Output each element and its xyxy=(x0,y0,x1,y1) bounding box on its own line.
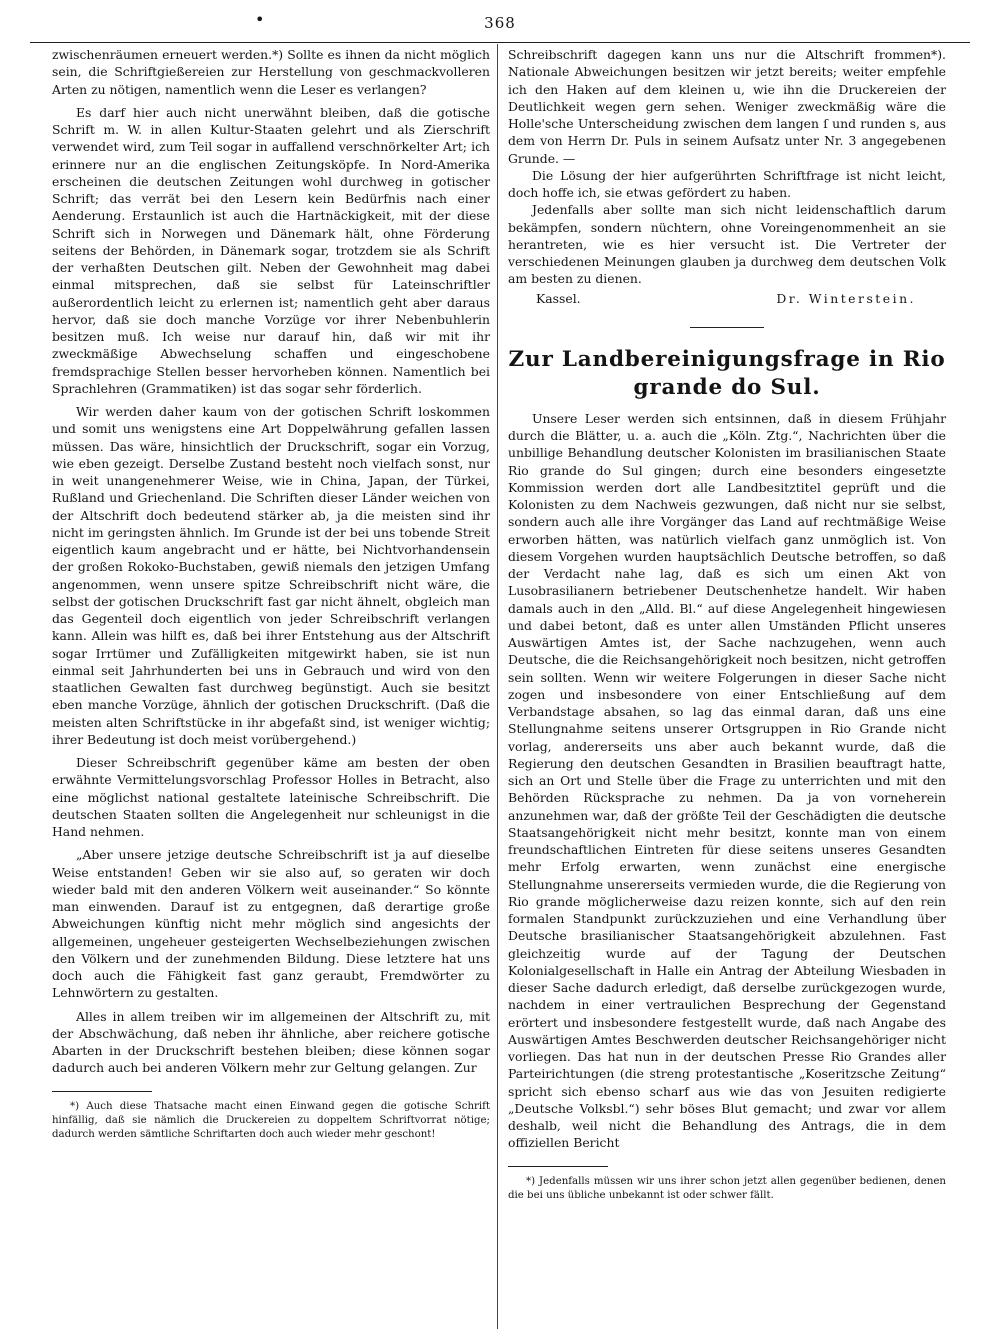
paragraph: Wir werden daher kaum von der gotischen Schrift loskommen und somit uns wenigstens eine Art Doppelwährung gefallen lassen müssen. Das wäre, hinsichtlich der Druckschrift, sogar ein Vorzug, wie eben gezeigt. Derselbe Zustand besteht noch vielfach sonst, nur in weit unangenehmerer Weise, wie in China, Japan, der Türkei, Rußland und Griechenland. Die Schriften dieser Länder weichen von der Altschrift doch bedeutend stärker ab, ja die meisten sind ihr nicht im geringsten ähnlich. Im Grunde ist der bei uns tobende Streit eigentlich kaum angebracht und er hätte, bei Nichtvorhandensein der großen Rokoko-Buchstaben, gewiß niemals den jetzigen Umfang angenommen, wenn unsere spitze Schreibschrift nicht wäre, die selbst der gotischen Druckschrift fast gar nicht ähnelt, obgleich man das Gegenteil doch eigentlich von jeder Schreibschrift verlangen kann. Allein was hilft es, daß bei ihrer Entstehung aus der Altschrift sogar Irrtümer und Zufälligkeiten mitgewirkt haben, sie ist nun einmal seit Jahrhunderten bei uns in Gebrauch und wird von den staatlichen Gewalten fast durchweg begünstigt. Auch sie besitzt eben manche Vorzüge, ähnlich der gotischen Druckschrift. (Daß die meisten alten Schriftstücke in ihr abgefaßt sind, ist weniger wichtig; ihrer Bedeutung ist doch meist vorübergehend.) xyxy=(52,404,490,747)
footnote-rule xyxy=(52,1091,152,1092)
footnote: *) Jedenfalls müssen wir uns ihrer schon jetzt allen gegenüber bedienen, denen die bei uns übliche unbekannt ist oder schwer fällt. xyxy=(508,1175,946,1201)
paragraph: zwischenräumen erneuert werden.*) Sollte es ihnen da nicht möglich sein, die Schriftgießereien zur Herstellung von geschmackvolleren Arten zu nötigen, namentlich wenn die Leser es verlangen? xyxy=(52,47,490,97)
signature-name: Dr. Winterstein. xyxy=(776,290,916,306)
paragraph: Die Lösung der hier aufgerührten Schriftfrage ist nicht leicht, doch hoffe ich, sie etwas gefördert zu haben. xyxy=(508,167,946,200)
paragraph: Es darf hier auch nicht unerwähnt bleiben, daß die gotische Schrift m. W. in allen Kultur-Staaten gelehrt und als Zierschrift verwendet wird, zum Teil sogar in auffallend verschnörkelter Art; ich erinnere nur an die englischen Zeitungsköpfe. In Nord-Amerika erscheinen die deutschen Zeitungen wohl durchweg in gotischer Schrift; das verrät bei den Lesern kein Bedürfnis nach einer Aenderung. Erstaunlich ist auch die Hartnäckigkeit, mit der diese Schrift sich in Norwegen und Dänemark hält, ohne Förderung seitens der Behörden, in Dänemark sogar, trotzdem sie als Schrift der verhaßten Deutschen gilt. Neben der Gewohnheit mag dabei einmal mitsprechen, daß sie selbst für Lateinschriftler außerordentlich leicht zu erlernen ist; namentlich geht aber daraus hervor, daß sie doch manche Vorzüge vor ihrer Nebenbuhlerin besitzen muß. Ich weise nur darauf hin, daß wir mit ihr zweckmäßige Abwechselung schaffen und eingeschobene fremdsprachige Stellen besser hervorheben können. Namentlich bei Sprachlehren (Grammatiken) ist das sogar sehr förderlich. xyxy=(52,104,490,396)
page-number: 368 xyxy=(484,14,516,32)
margin-dot: • xyxy=(255,10,265,29)
header-rule xyxy=(30,42,970,43)
article-headline: Zur Landbereinigungsfrage in Rio grande do Sul. xyxy=(508,346,946,400)
footnote: *) Auch diese Thatsache macht einen Einwand gegen die gotische Schrift hinfällig, daß sie nämlich die Druckereien zu doppeltem Schriftvorrat nötige; dadurch werden sämtliche Schriftarten doch auch wieder mehr geschont! xyxy=(52,1100,490,1141)
paragraph: Schreibschrift dagegen kann uns nur die Altschrift frommen*). Nationale Abweichungen besitzen wir jetzt bereits; weiter empfehle ich den Haken auf dem kleinen u, wie ihn die Druckereien der Deutlichkeit wegen gern sehen. Weniger zweckmäßig wäre die Holle'sche Unterscheidung zwischen dem langen ſ und runden s, aus dem von Herrn Dr. Puls in seinem Aufsatz unter Nr. 3 angegebenen Grunde. — xyxy=(508,47,946,166)
footnote-rule xyxy=(508,1166,608,1167)
paragraph: Jedenfalls aber sollte man sich nicht leidenschaftlich darum bekämpfen, sondern nüchtern, ohne Voreingenommenheit an sie herantreten, wie es hier versucht ist. Die Vertreter der verschiedenen Meinungen glauben ja durchweg dem deutschen Volk am besten zu dienen. xyxy=(508,202,946,287)
paragraph: Alles in allem treiben wir im allgemeinen der Altschrift zu, mit der Abschwächung, daß neben ihr ähnliche, aber reichere gotische Abarten in der Druckschrift bestehen bleiben; diese können sogar dadurch auch bei anderen Völkern mehr zur Geltung gelangen. Zur xyxy=(52,1008,490,1076)
paragraph: „Aber unsere jetzige deutsche Schreibschrift ist ja auf dieselbe Weise entstanden! Geben wir sie also auf, so geraten wir doch wieder bald mit den anderen Völkern weit auseinander.“ So könnte man einwenden. Darauf ist zu entgegnen, daß derartige große Abweichungen künftig nicht mehr möglich sind angesichts der allgemeinen, ungeheuer gesteigerten Wechselbeziehungen zwischen den Völkern und der zunehmenden Bildung. Diese letztere hat uns doch auch die Fähigkeit fast ganz geraubt, Fremdwörter zu Lehnwörtern zu gestalten. xyxy=(52,847,490,1001)
section-rule xyxy=(690,327,764,328)
paragraph: Unsere Leser werden sich entsinnen, daß in diesem Frühjahr durch die Blätter, u. a. auch die „Köln. Ztg.“, Nachrichten über die unbillige Behandlung deutscher Kolonisten im brasilianischen Staate Rio grande do Sul gingen; durch eine besonders eingesetzte Kommission werden dort alle Landbesitztitel geprüft und die Kolonisten zu dem Nachweis gezwungen, daß nicht nur sie selbst, sondern auch alle ihre Vorgänger das Land auf rechtmäßige Weise erworben hätten, was natürlich vielfach ganz unmöglich ist. Von diesem Vorgehen wurden hauptsächlich Deutsche betroffen, so daß der Verdacht nahe lag, daß es sich um einen Akt von Lusobrasilianern betriebener Deutschenhetze handelt. Wir haben damals auch in den „Alld. Bl.“ auf diese Angelegenheit hingewiesen und dabei betont, daß es unter allen Umständen Pflicht unseres Auswärtigen Amtes ist, der Sache nachzugehen, wenn auch Deutsche, die die Reichsangehörigkeit noch besitzen, nicht getroffen sein sollten. Wenn wir weitere Folgerungen in dieser Sache nicht zogen und insbesondere von einer Entschließung auf dem Verbandstage absahen, so lag das einmal daran, daß uns eine Stellungnahme seitens unserer Ortsgruppen in Rio Grande nicht vorlag, andererseits uns aber auch bekannt wurde, daß die Regierung den deutschen Gesandten in Brasilien beauftragt hatte, sich an Ort und Stelle über die Frage zu unterrichten und mit den Behörden Rücksprache zu nehmen. Da ja von vorneherein anzunehmen war, daß der größte Teil der Geschädigten die deutsche Staatsangehörigkeit nicht mehr besitzt, konnte man von einem freundschaftlichen Eintreten für diese seitens unseres Gesandten mehr Erfolg erwarten, wenn zunächst eine energische Stellungnahme unsererseits vermieden wurde, die die Regierung von Rio grande möglicherweise dazu reizen konnte, sich auf den rein formalen Standpunkt zurückzuziehen und eine Verhandlung über Deutsche brasilianischer Staatsangehörigkeit abzulehnen. Fast gleichzeitig wurde auf der Tagung der Deutschen Kolonialgesellschaft in Halle ein Antrag der Abteilung Wiesbaden in dieser Sache dadurch erledigt, daß derselbe zurückgezogen wurde, nachdem in einer vertraulichen Besprechung der Gegenstand erörtert und insbesondere festgestellt wurde, daß nach Angabe des Auswärtigen Amtes Beschwerden deutscher Reichsangehöriger nicht vorliegen. Das hat nun in der deutschen Presse Rio Grandes aller Parteirichtungen (die streng protestantische „Koseritzsche Zeitung“ spricht sich ebenso scharf aus wie das von Jesuiten redigierte „Deutsche Volksbl.“) sehr böses Blut gemacht; und zwar vor allem deshalb, weil nicht die Behandlung des Antrags, die in dem offiziellen Bericht xyxy=(508,410,946,1151)
left-column xyxy=(52,46,490,1143)
signature xyxy=(508,290,946,307)
signature-place: Kassel. xyxy=(536,290,581,306)
paragraph: Dieser Schreibschrift gegenüber käme am besten der oben erwähnte Vermittelungsvorschlag Professor Holles in Betracht, also eine möglichst national gestaltete lateinische Schreibschrift. Die deutschen Staaten sollten die Angelegenheit nur schleunigst in die Hand nehmen. xyxy=(52,755,490,839)
right-column xyxy=(508,46,946,1203)
page-header xyxy=(30,8,970,38)
column-divider xyxy=(497,44,498,1329)
